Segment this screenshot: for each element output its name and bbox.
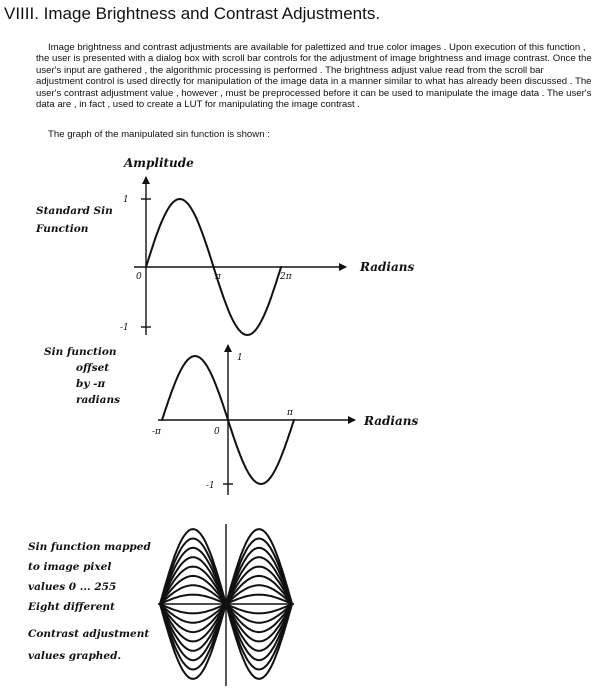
- fig2-label-origin: 0: [214, 427, 220, 437]
- fig2-label-pi: π: [287, 408, 293, 418]
- fig1-caption-1: Standard Sin: [36, 205, 113, 217]
- fig1-label-two-pi: 2π: [280, 272, 292, 282]
- fig1-caption-2: Function: [36, 223, 89, 235]
- fig2-caption-3: by -π: [76, 378, 106, 390]
- figure-1: [35, 156, 414, 335]
- fig2-caption-2: offset: [76, 362, 110, 374]
- fig3-caption-4: Eight different: [28, 601, 115, 613]
- fig1-y-axis-label: Amplitude: [124, 156, 194, 170]
- fig1-label-one: 1: [123, 195, 129, 205]
- fig3-caption-3: values 0 ... 255: [28, 581, 117, 593]
- fig1-label-origin: 0: [136, 272, 142, 282]
- fig2-caption-1: Sin function: [44, 346, 117, 358]
- fig1-label-minus-one: -1: [120, 323, 129, 333]
- fig3-caption-2: to image pixel: [28, 561, 112, 573]
- fig3-caption-1: Sin function mapped: [28, 541, 151, 553]
- fig3-caption-6: values graphed.: [28, 650, 122, 662]
- figure-3: [27, 524, 294, 686]
- fig1-x-axis-label: Radians: [360, 260, 415, 274]
- graph-intro: The graph of the manipulated sin function is shown :: [48, 129, 270, 140]
- fig3-caption-5: Contrast adjustment: [28, 628, 150, 640]
- fig2-label-minus-one: -1: [206, 481, 215, 491]
- fig2-label-one: 1: [237, 353, 243, 363]
- fig2-label-neg-pi: -π: [152, 427, 161, 437]
- fig2-x-axis-label: Radians: [364, 414, 419, 428]
- figure-2: [44, 345, 418, 495]
- fig2-caption-4: radians: [76, 394, 121, 406]
- fig1-label-pi: π: [215, 272, 221, 282]
- body-paragraph: Image brightness and contrast adjustments are available for palettized and true color images . Upon execution of this function , the user is presented with a dialog box with scroll bar controls for the adjustment of image brightness and image contrast. Once the user's input are gathered , the algorithmic processing is performed . The brightness adjust value read from the scroll bar adjustment control is used directly for manipulation of the image data in a manner similar to what has already been discussed . The user's contrast adjustment value , however , must be preprocessed before it can be used to manipulate the image data . The user's data are , in fact , used to create a LUT for manipulating the image contrast .: [36, 42, 592, 111]
- page-title: VIIII. Image Brightness and Contrast Adjustments.: [4, 4, 381, 23]
